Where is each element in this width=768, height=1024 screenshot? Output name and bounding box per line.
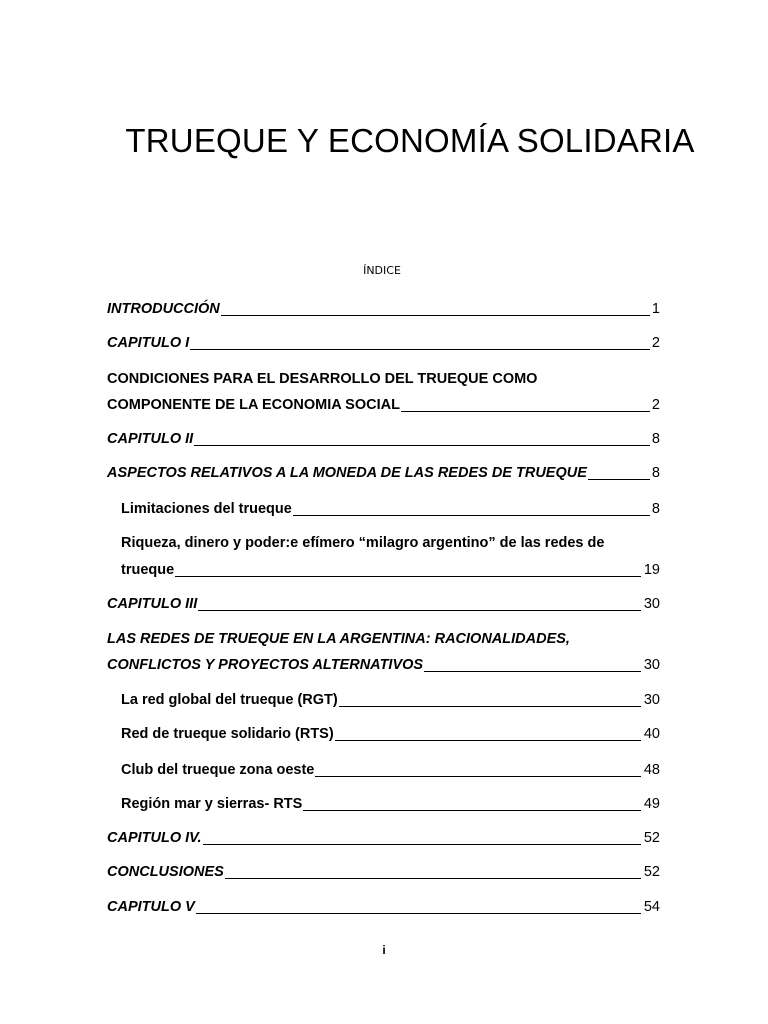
toc-entry-text[interactable]: COMPONENTE DE LA ECONOMIA SOCIAL [107, 397, 400, 413]
toc-leader-line [339, 706, 641, 707]
toc-entry-text[interactable]: Región mar y sierras- RTS [121, 796, 303, 812]
toc-page-number: 2 [651, 335, 660, 351]
toc-page-number: 8 [651, 501, 660, 517]
toc-entry-text[interactable]: trueque [121, 562, 175, 578]
toc-leader-line [175, 576, 641, 577]
toc-entry-text[interactable]: CAPITULO V [107, 899, 195, 915]
toc-leader-line [424, 671, 641, 672]
toc-leader-line [194, 445, 650, 446]
toc-entry-text[interactable]: ASPECTOS RELATIVOS A LA MONEDA DE LAS REDES DE TRUEQUE [107, 465, 587, 481]
toc-page-number: 19 [643, 562, 660, 578]
toc-entry-text[interactable]: CAPITULO I [107, 335, 190, 351]
toc-entry-text[interactable]: INTRODUCCIÓN [107, 301, 220, 317]
toc-page-number: 8 [651, 431, 660, 447]
toc-entry-text[interactable]: CAPITULO III [107, 596, 198, 612]
toc-leader-line [203, 844, 641, 845]
toc-leader-line [293, 515, 650, 516]
toc-leader-line [196, 913, 641, 914]
toc-entry-text[interactable]: Red de trueque solidario (RTS) [121, 726, 334, 742]
toc-leader-line [315, 776, 641, 777]
toc-leader-line [198, 610, 641, 611]
toc-page-number: 1 [651, 301, 660, 317]
toc-entry-text[interactable]: CONDICIONES PARA EL DESARROLLO DEL TRUEQUE COMO [107, 371, 538, 387]
toc-page-number: 49 [643, 796, 660, 812]
toc-page-number: 2 [651, 397, 660, 413]
toc-leader-line [588, 479, 650, 480]
index-heading: ÍNDICE [363, 264, 401, 277]
toc-leader-line [190, 349, 650, 350]
toc-page-number: 30 [643, 657, 660, 673]
page-number-marker: i [382, 943, 386, 957]
toc-page-number: 52 [643, 864, 660, 880]
toc-entry-text[interactable]: LAS REDES DE TRUEQUE EN LA ARGENTINA: RACIONALIDADES, [107, 631, 570, 647]
toc-leader-line [225, 878, 641, 879]
document-title: TRUEQUE Y ECONOMÍA SOLIDARIA [125, 122, 695, 159]
toc-entry-text[interactable]: CAPITULO II [107, 431, 194, 447]
toc-entry-text[interactable]: Limitaciones del trueque [121, 501, 292, 517]
toc-entry-text[interactable]: CAPITULO IV. [107, 830, 202, 846]
toc-page-number: 54 [643, 899, 660, 915]
toc-page-number: 52 [643, 830, 660, 846]
toc-page-number: 48 [643, 762, 660, 778]
toc-page-number: 40 [643, 726, 660, 742]
toc-entry-text[interactable]: CONCLUSIONES [107, 864, 224, 880]
toc-entry-text[interactable]: Club del trueque zona oeste [121, 762, 315, 778]
toc-leader-line [221, 315, 650, 316]
toc-entry-text[interactable]: Riqueza, dinero y poder:e efímero “milagro argentino” de las redes de [121, 535, 605, 551]
toc-entry-text[interactable]: La red global del trueque (RGT) [121, 692, 338, 708]
toc-page-number: 30 [643, 692, 660, 708]
toc-leader-line [401, 411, 650, 412]
toc-page-number: 8 [651, 465, 660, 481]
toc-entry-text[interactable]: CONFLICTOS Y PROYECTOS ALTERNATIVOS [107, 657, 424, 673]
toc-page-number: 30 [643, 596, 660, 612]
toc-leader-line [335, 740, 641, 741]
toc-leader-line [303, 810, 641, 811]
